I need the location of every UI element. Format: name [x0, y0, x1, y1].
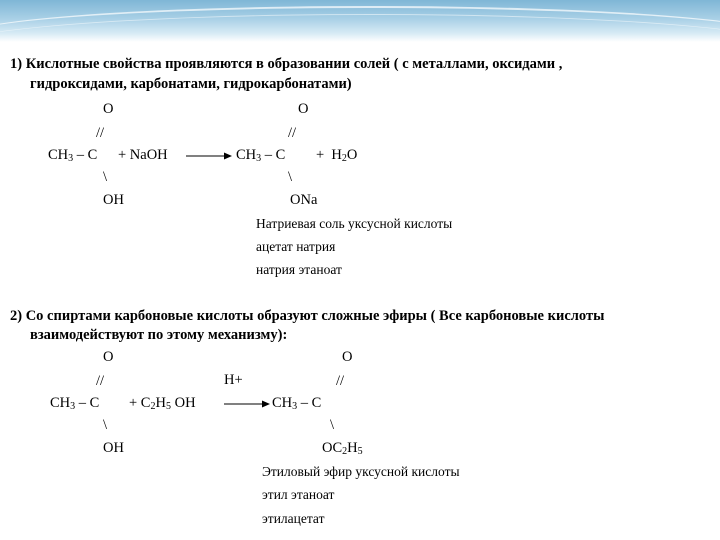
reactant-plus-naoh: + NaOH	[118, 147, 168, 163]
product-name-3: этилацетат	[262, 511, 325, 526]
reaction-arrow	[224, 397, 270, 411]
product-double-bond: //	[288, 125, 297, 141]
product-name-1: Натриевая соль уксусной кислоты	[256, 216, 453, 231]
reactant-ch3-c: $CH_3$ – C	[48, 147, 98, 164]
catalyst-label: H+	[224, 372, 243, 388]
reactant-carbonyl-oxygen: O	[103, 101, 114, 117]
product-name-2: ацетат натрия	[256, 239, 336, 254]
product-carbonyl-oxygen: O	[342, 349, 353, 365]
product-single-bond: \	[288, 169, 293, 185]
product-ch3-c: $CH_3$ – C	[272, 395, 322, 412]
reactant-ch3-c: $CH_3$ – C	[50, 395, 100, 412]
product-sodium-oxide: ONa	[290, 192, 318, 208]
product-double-bond: //	[336, 373, 345, 389]
product-name-3: натрия этаноат	[256, 262, 342, 277]
reactant-single-bond: \	[103, 169, 108, 185]
section2-heading-line2: взаимодействуют по этому механизму):	[30, 327, 288, 343]
decorative-header-band	[0, 0, 720, 42]
reactant-carbonyl-oxygen: O	[103, 349, 114, 365]
section1-heading-line2: гидроксидами, карбонатами, гидрокарбонатами)	[30, 76, 352, 92]
reactant-double-bond: //	[96, 373, 105, 389]
product-plus-water: + $H_2O$	[316, 147, 358, 164]
section2-heading-line1: 2) Со спиртами карбоновые кислоты образуют сложные эфиры ( Все карбоновые кислоты	[10, 308, 605, 324]
product-name-2: этил этаноат	[262, 487, 335, 502]
product-single-bond: \	[330, 417, 335, 433]
reactant-double-bond: //	[96, 125, 105, 141]
product-ester-group: $OC_2H_5$	[322, 440, 363, 457]
section1-heading-line1: 1) Кислотные свойства проявляются в образовании солей ( с металлами, оксидами ,	[10, 56, 563, 72]
product-carbonyl-oxygen: O	[298, 101, 309, 117]
reactant-single-bond: \	[103, 417, 108, 433]
reactant-plus-ethanol: + $C_2H_5$ OH	[129, 395, 196, 412]
reactant-hydroxyl: OH	[103, 440, 124, 456]
reaction-arrow	[186, 149, 232, 163]
product-name-1: Этиловый эфир уксусной кислоты	[262, 464, 460, 479]
reactant-hydroxyl: OH	[103, 192, 124, 208]
product-ch3-c: $CH_3$ – C	[236, 147, 286, 164]
